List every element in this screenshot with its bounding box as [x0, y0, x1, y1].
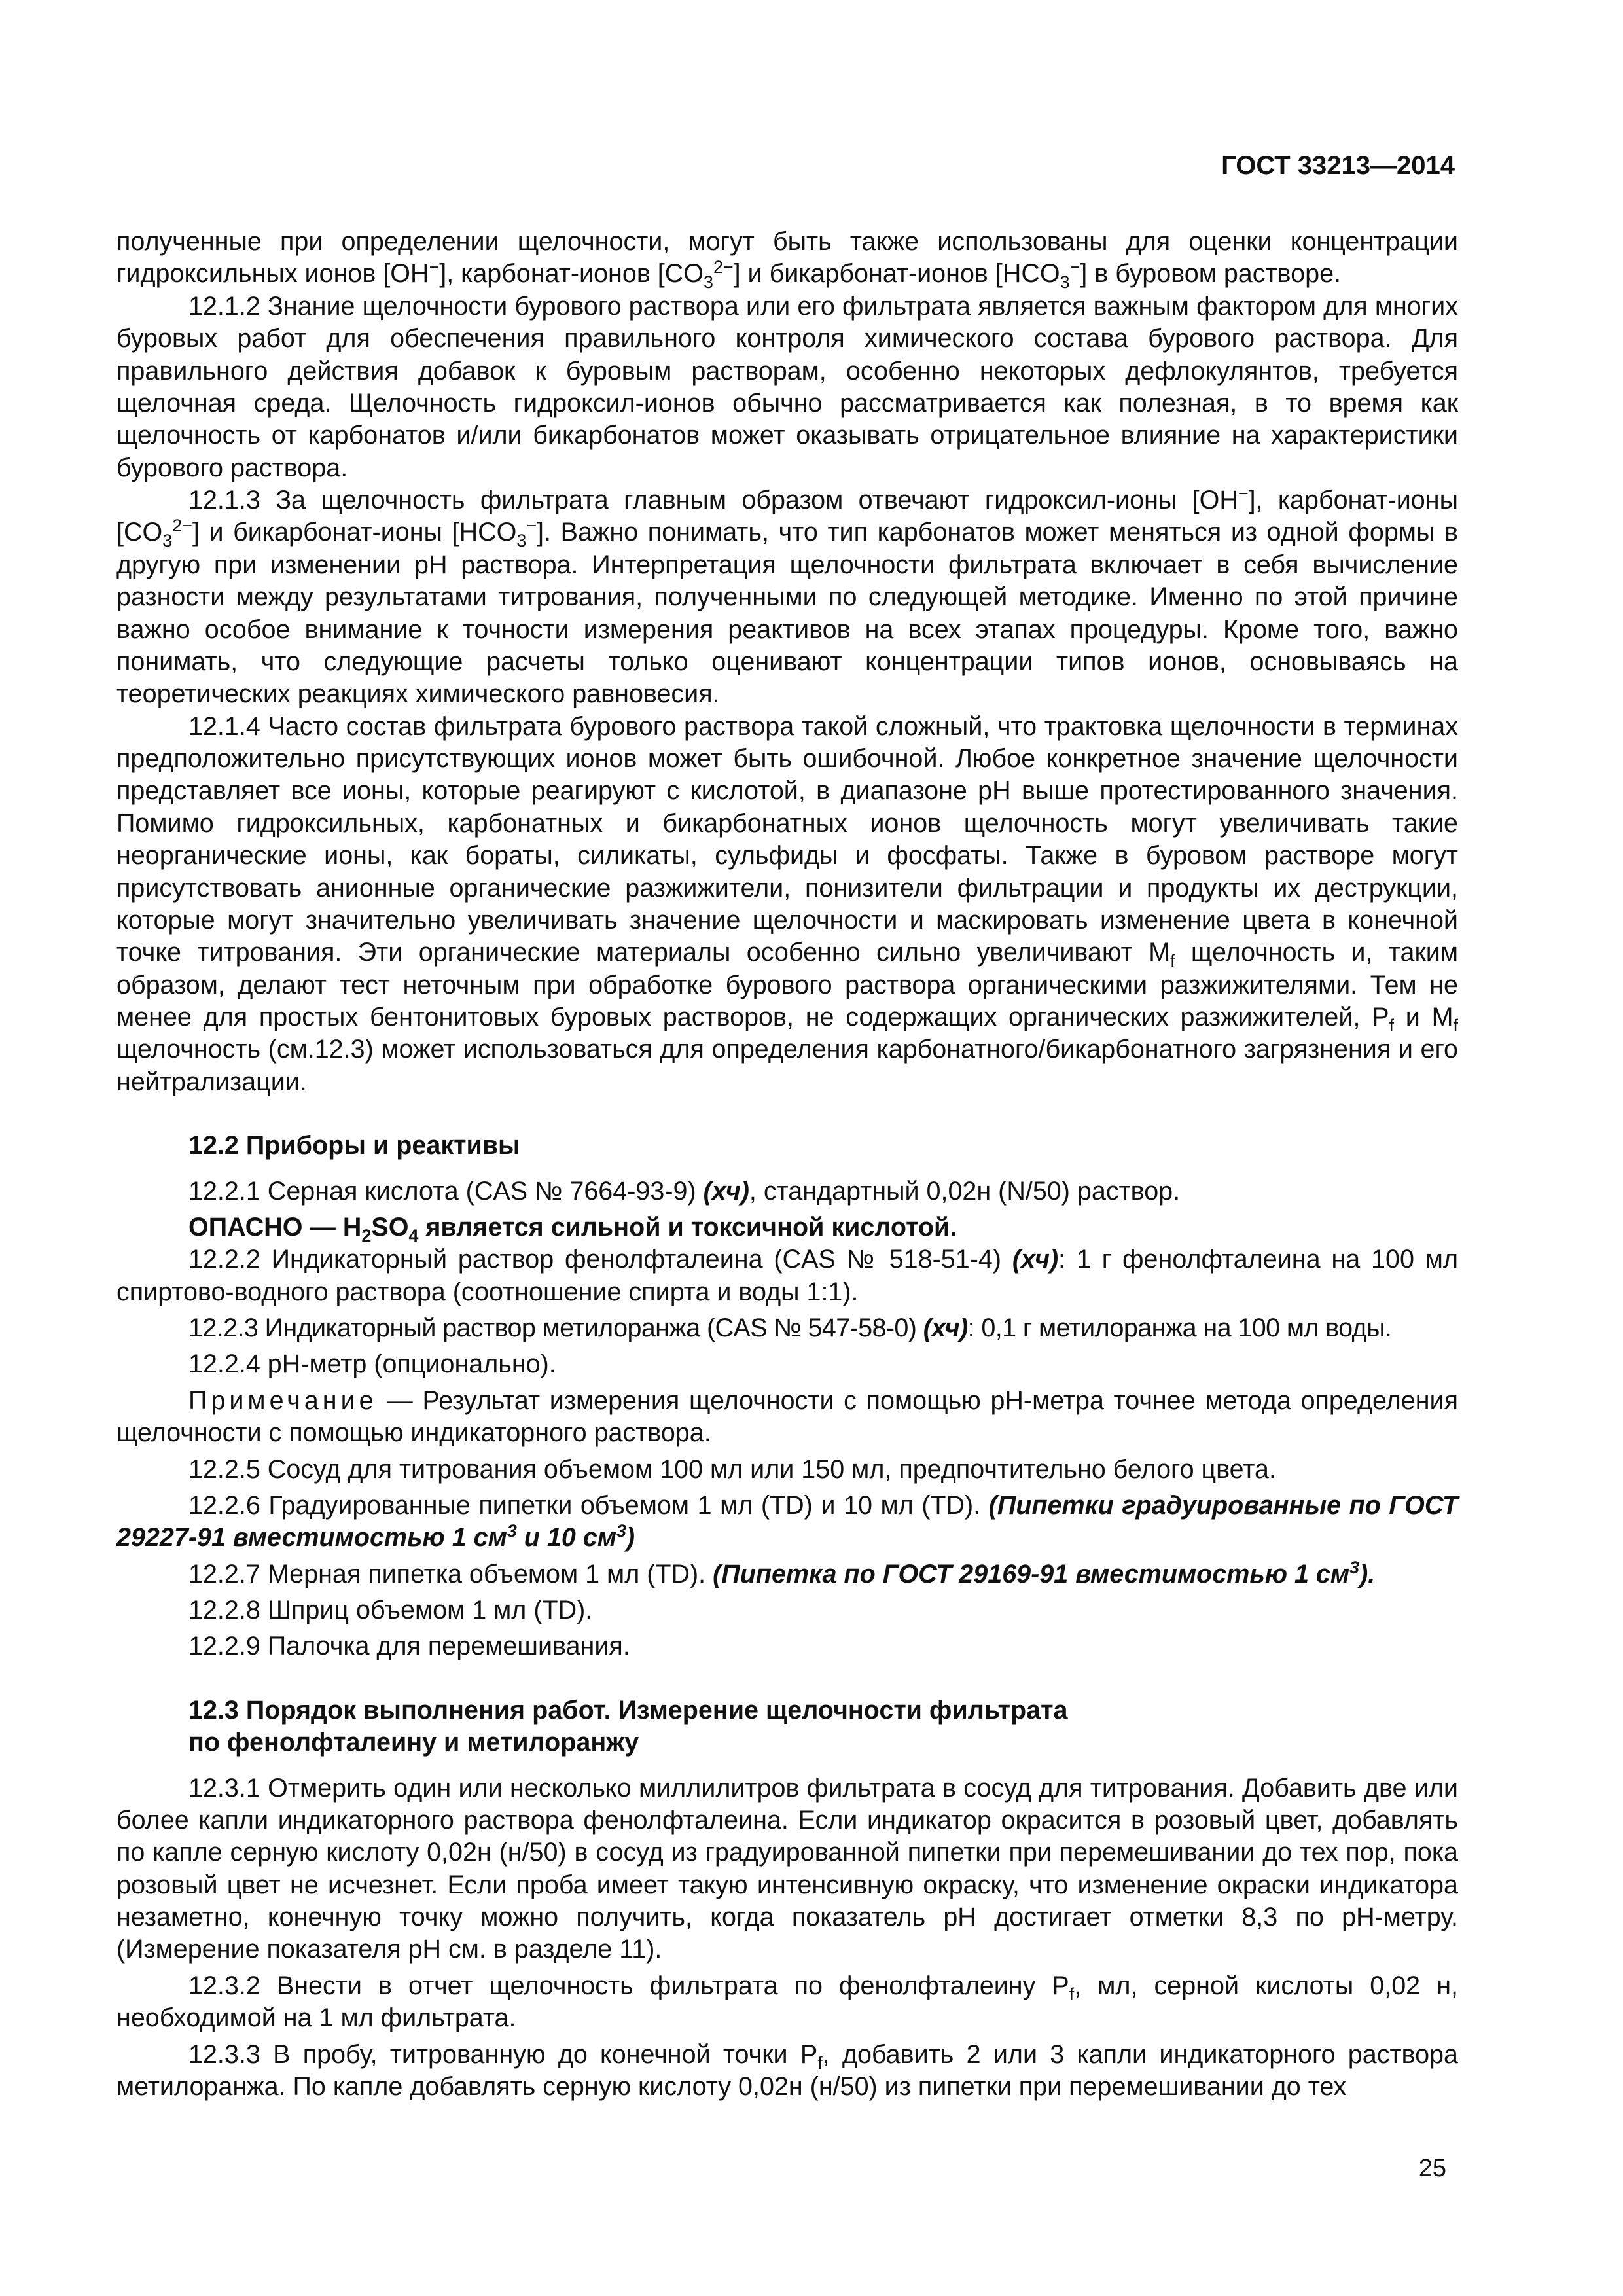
section-heading-12-2: 12.2 Приборы и реактивы [188, 1131, 520, 1160]
text-run: полученные при определении щелочности, могут быть также использованы для оценки концентрации гидроксильных ионов [OH [116, 227, 1458, 289]
page-header: ГОСТ 33213—2014 [1221, 151, 1455, 180]
text-run: ] и бикарбонат-ионов [HCO [733, 259, 1060, 289]
document-body [116, 226, 1458, 2103]
text-run: ], карбонат-ионы [CO [116, 486, 1458, 547]
emphasis: (хч) [703, 1176, 749, 1206]
emphasis: ). [1359, 1559, 1376, 1588]
subscript: 3 [704, 272, 713, 293]
text-run: щелочность и, таким образом, делают тест неточным при обработке бурового раствора органическими разжижителями. Тем не менее для простых бентонитовых буровых растворов, не содержащих органических разжижителей, P [116, 938, 1458, 1031]
paragraph-12-3-2 [116, 1970, 1458, 2035]
superscript: − [1069, 257, 1080, 278]
superscript: 2− [172, 516, 192, 536]
text-run: и M [1394, 1003, 1454, 1031]
paragraph-12-2-8: 12.2.8 Шприц объемом 1 мл (TD). [188, 1596, 593, 1624]
emphasis: и 10 см [516, 1523, 616, 1552]
text-run: ], карбонат-ионов [CO [439, 259, 704, 289]
text-run: 12.2.2 Индикаторный раствор фенолфталеина (CAS № 518-51-4) [188, 1245, 1012, 1274]
subscript: f [817, 2053, 823, 2073]
subscript: 3 [1060, 272, 1070, 293]
emphasis: (Пипетки градуированные по ГОСТ 29227-91 вместимостью 1 см [116, 1490, 1458, 1552]
text-run: — Результат измерения щелочности с помощью pH-метра точнее метода определения щелочности с помощью индикаторного раствора. [116, 1386, 1458, 1448]
superscript: 2− [713, 257, 734, 278]
superscript: − [1238, 483, 1249, 503]
text-run: : 0,1 г метилоранжа на 100 мл воды. [967, 1314, 1392, 1342]
paragraph-12-2-3 [116, 1312, 1458, 1344]
emphasis: (хч) [923, 1314, 968, 1342]
subscript: 4 [408, 1225, 419, 1246]
paragraph-12-3-1: 12.3.1 Отмерить один или несколько миллилитров фильтрата в сосуд для титрования. Добавить две или более капли индикаторного раствора фенолфталеина. Если индикатор окрасится в розовый цвет, добавлять по капле серную кислоту 0,02н (н/50) в сосуд из градуированной пипетки при перемешивании до тех пор, пока розовый цвет не исчезнет. Если проба имеет такую интенсивную окраску, что изменение окраски индикатора незаметно, конечную точку можно получить, когда показатель pH достигает отметки 8,3 по pH-метру. (Измерение показателя pH см. в разделе 11). [116, 1773, 1458, 1964]
emphasis: ) [626, 1523, 635, 1552]
subscript: 3 [516, 531, 527, 551]
paragraph-12-2-7 [116, 1558, 1458, 1590]
text-run: , стандартный 0,02н (N/50) раствор. [749, 1176, 1181, 1206]
emphasis: (хч) [1012, 1245, 1059, 1274]
page-number: 25 [1418, 2155, 1446, 2182]
paragraph-12-2-6 [116, 1490, 1458, 1554]
paragraph-12-1-2: 12.1.2 Знание щелочности бурового раствора или его фильтрата является важным фактором для многих буровых работ для обеспечения правильного контроля химического состава бурового раствора. Для правильного действия добавок к буровым растворам, особенно некоторых дефлокулянтов, требуется щелочная среда. Щелочность гидроксил-ионов обычно рассматривается как полезная, в то время как щелочность от карбонатов и/или бикарбонатов может оказывать отрицательное влияние на характеристики бурового раствора. [116, 291, 1458, 482]
text-run: является сильной и токсичной кислотой. [418, 1212, 957, 1242]
superscript: − [429, 257, 440, 278]
danger-warning [116, 1211, 1458, 1244]
superscript: 3 [507, 1521, 517, 1541]
heading-line: 12.3 Порядок выполнения работ. Измерение щелочности фильтрата [188, 1695, 1068, 1725]
text-run: ] и бикарбонат-ионы [HCO [192, 518, 517, 547]
subscript: 3 [162, 531, 173, 551]
paragraph-12-2-1 [116, 1175, 1458, 1208]
subscript: f [1453, 1015, 1458, 1035]
text-run: 12.1.4 Часто состав фильтрата бурового раствора такой сложный, что трактовка щелочности в терминах предположительно присутствующих ионов может быть ошибочной. Любое конкретное значение щелочности представляет все ионы, которые реагируют с кислотой, в диапазоне pH выше протестированного значения. Помимо гидроксильных, карбонатных и бикарбонатных ионов щелочность могут увеличивать такие неорганические ионы, как бораты, силикаты, сульфиды и фосфаты. Также в буровом растворе могут присутствовать анионные органические разжижители, понизители фильтрации и продукты их деструкции, которые могут значительно увеличивать значение щелочности и маскировать изменение цвета в конечной точке титрования. Эти органические материалы особенно сильно увеличивают M [116, 711, 1458, 967]
paragraph-12-2-4: 12.2.4 pH-метр (опционально). [188, 1350, 556, 1379]
text-run: 12.3.3 В пробу, титрованную до конечной точки P [188, 2039, 818, 2069]
paragraph-12-2-5: 12.2.5 Сосуд для титрования объемом 100 мл или 150 мл, предпочтительно белого цвета. [188, 1454, 1276, 1484]
emphasis: (Пипетка по ГОСТ 29169-91 вместимостью 1 см [713, 1559, 1350, 1588]
text-run: : 1 г фенолфталеина на 100 мл спиртово-водного раствора (соотношение спирта и воды 1:1). [116, 1245, 1458, 1306]
text-run: 12.2.7 Мерная пипетка объемом 1 мл (TD). [188, 1559, 713, 1588]
text-run: щелочность (см.12.3) может использоваться для определения карбонатного/бикарбонатного загрязнения и его нейтрализации. [116, 1035, 1458, 1096]
text-run: ] в буровом растворе. [1080, 259, 1342, 289]
text-run: SO [371, 1212, 409, 1242]
subscript: f [1170, 951, 1175, 971]
paragraph-12-3-3 [116, 2039, 1458, 2104]
text-run: ОПАСНО — H [188, 1212, 362, 1242]
paragraph-12-1-3 [116, 484, 1458, 711]
paragraph-12-2-9: 12.2.9 Палочка для перемешивания. [188, 1632, 630, 1661]
subscript: f [1389, 1015, 1395, 1035]
superscript: − [526, 516, 537, 536]
text-run: ]. Важно понимать, что тип карбонатов может меняться из одной формы в другую при изменении pH раствора. Интерпретация щелочности фильтрата включает в себя вычисление разности между результатами титрования, полученными по следующей методике. Именно по этой причине важно особое внимание к точности измерения реактивов на всех этапах процедуры. Кроме того, важно понимать, что следующие расчеты только оценивают концентрации типов ионов, основываясь на теоретических реакциях химического равновесия. [116, 518, 1458, 709]
subscript: 2 [361, 1225, 372, 1246]
note-label: Примечание [188, 1386, 378, 1415]
text-run: , мл, серной кислоты 0,02 н, необходимой на 1 мл фильтрата. [116, 1971, 1458, 2033]
text-run: , добавить 2 или 3 капли индикаторного раствора метилоранжа. По капле добавлять серную кислоту 0,02н (н/50) из пипетки при перемешивании до тех [116, 2039, 1458, 2101]
text-run: 12.2.6 Градуированные пипетки объемом 1 мл (TD) и 10 мл (TD). [188, 1490, 989, 1520]
text-run: 12.1.3 За щелочность фильтрата главным образом отвечают гидроксил-ионы [OH [188, 486, 1238, 514]
superscript: 3 [616, 1521, 626, 1541]
text-run: 12.2.3 Индикаторный раствор метилоранжа (CAS № 547-58-0) [188, 1314, 923, 1342]
subscript: f [1069, 1984, 1075, 2004]
paragraph-12-2-2 [116, 1244, 1458, 1308]
superscript: 3 [1349, 1557, 1360, 1577]
text-run: 12.3.2 Внести в отчет щелочность фильтрата по фенолфталеину P [188, 1971, 1069, 2000]
paragraph-continuation [116, 226, 1458, 291]
section-heading-12-3 [116, 1695, 1458, 1759]
paragraph-12-1-4 [116, 711, 1458, 1099]
note [116, 1385, 1458, 1450]
heading-line: по фенолфталеину и метилоранжу [188, 1728, 639, 1757]
text-run: 12.2.1 Серная кислота (CAS № 7664-93-9) [188, 1176, 704, 1206]
